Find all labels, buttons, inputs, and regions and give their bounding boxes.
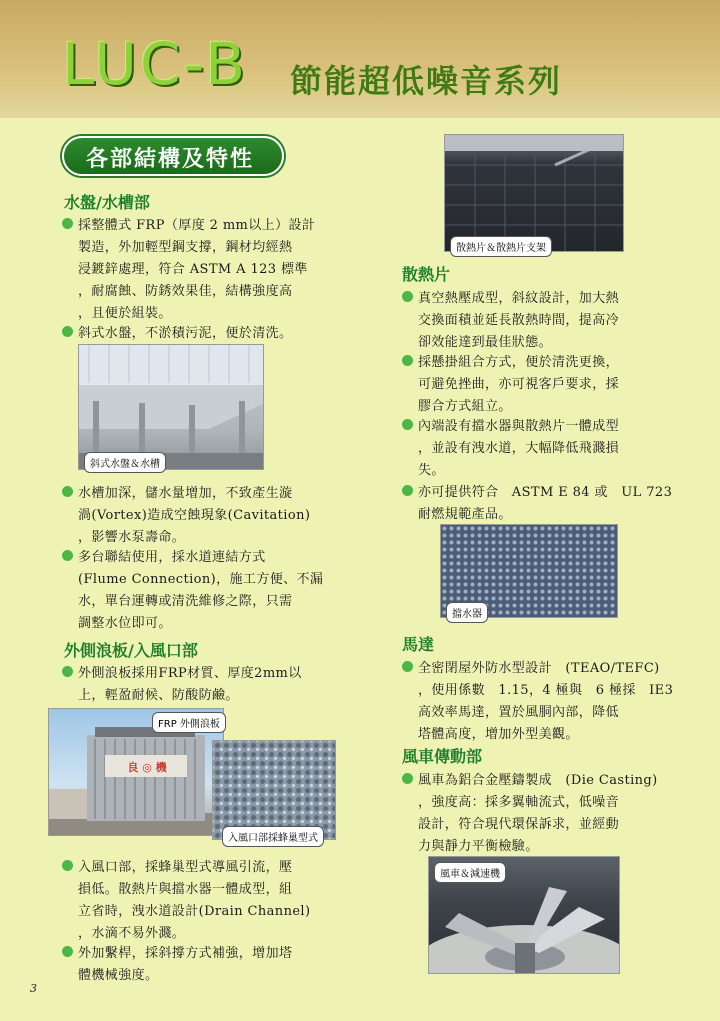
text-line: ，強度高：採多翼軸流式，低噪音 xyxy=(418,795,620,810)
text-line: 製造，外加輕型鋼支撐，鋼材均經熱 xyxy=(78,240,293,255)
text-line: 交換面積並延長散熱時間，提高冷 xyxy=(418,313,620,328)
photo-honeycomb-inlet xyxy=(212,740,336,840)
bullet-dot xyxy=(62,486,73,497)
header-title: LUC-B xyxy=(62,30,249,98)
text-line: 體機械強度。 xyxy=(78,968,159,983)
text-line: ，使用係數 1.15，4 極與 6 極採 IE3 xyxy=(418,683,674,698)
text-line: 真空熱壓成型，斜紋設計，加大熱 xyxy=(418,291,620,306)
text-line: 調整水位即可。 xyxy=(78,616,172,631)
text-line: 水槽加深，儲水量增加，不致產生漩 xyxy=(78,486,293,501)
photo-caption: 斜式水盤＆水槽 xyxy=(84,452,166,473)
bullet-dot xyxy=(62,550,73,561)
text-line: 高效率馬達，置於風胴內部，降低 xyxy=(418,705,620,720)
text-line: 採整體式 FRP（厚度 2 mm以上）設計 xyxy=(78,218,316,233)
bullet-dot xyxy=(62,326,73,337)
text-line: 損低。散熱片與擋水器一體成型，組 xyxy=(78,882,293,897)
text-line: 力與靜力平衡檢驗。 xyxy=(418,839,539,854)
text-line: 浸鍍鋅處理，符合 ASTM A 123 標準 xyxy=(78,262,308,277)
text-line: 耐燃規範產品。 xyxy=(418,507,512,522)
text-line: 塔體高度，增加外型美觀。 xyxy=(418,727,579,742)
text-line: 上，輕盈耐候、防酸防鹼。 xyxy=(78,688,239,703)
photo-caption: 擋水器 xyxy=(446,602,488,623)
text-line: 設計，符合現代環保訴求，並經動 xyxy=(418,817,620,832)
heading-water-basin: 水盤/水槽部 xyxy=(64,193,150,212)
photo-fill-media xyxy=(444,134,624,252)
photo-caption: 散熱片＆散熱片支架 xyxy=(450,236,552,257)
text-line: 渦(Vortex)造成空蝕現象(Cavitation) xyxy=(78,508,311,523)
page-header xyxy=(0,0,720,118)
bullet-dot xyxy=(62,666,73,677)
section-badge xyxy=(62,136,284,176)
text-line: 膠合方式組立。 xyxy=(418,399,512,414)
text-line: 採懸掛組合方式，便於清洗更換， xyxy=(418,355,620,370)
bullet-dot xyxy=(402,485,413,496)
bullet-dot xyxy=(62,946,73,957)
bullet-dot xyxy=(62,218,73,229)
text-line: 斜式水盤，不淤積污泥，便於清洗。 xyxy=(78,326,293,341)
heading-fill: 散熱片 xyxy=(402,265,451,284)
text-line: (Flume Connection)，施工方便、不漏 xyxy=(78,572,324,587)
text-line: 水，單台運轉或清洗維修之際，只需 xyxy=(78,594,293,609)
text-line: 亦可提供符合 ASTM E 84 或 UL 723 xyxy=(418,485,673,500)
text-line: ，耐腐蝕、防銹效果佳，結構強度高 xyxy=(78,284,293,299)
section-title: 各部結構及特性 xyxy=(86,147,255,172)
heading-motor: 馬達 xyxy=(402,635,435,654)
text-line: 風車為鋁合金壓鑄製成 (Die Casting) xyxy=(418,773,658,788)
bullet-dot xyxy=(402,773,413,784)
bullet-dot xyxy=(402,291,413,302)
header-subtitle: 節能超低噪音系列 xyxy=(290,62,563,100)
text-line: 多台聯結使用，採水道連結方式 xyxy=(78,550,266,565)
text-line: 內端設有擋水器與散熱片一體成型 xyxy=(418,419,620,434)
photo-caption: 風車＆減速機 xyxy=(434,862,506,883)
text-line: ，水滴不易外濺。 xyxy=(78,926,186,941)
text-line: 入風口部，採蜂巢型式導風引流，壓 xyxy=(78,860,293,875)
bullet-dot xyxy=(402,355,413,366)
brand-sign: 良 ◎ 機 xyxy=(127,761,167,774)
text-line: ，影響水泵壽命。 xyxy=(78,530,186,545)
bullet-dot xyxy=(402,419,413,430)
text-line: ，且便於組裝。 xyxy=(78,306,172,321)
bullet-dot xyxy=(402,661,413,672)
text-line: 外側浪板採用FRP材質、厚度2mm以 xyxy=(78,666,302,681)
text-line: 立省時，洩水道設計(Drain Channel) xyxy=(78,904,311,919)
text-line: 可避免挫曲，亦可視客戶要求，採 xyxy=(418,377,620,392)
heading-outer-panel: 外側浪板/入風口部 xyxy=(64,641,198,660)
fill-media-illustration xyxy=(445,135,624,252)
text-line: 全密閉屋外防水型設計 (TEAO/TEFC) xyxy=(418,661,660,676)
text-line: 卻效能達到最佳狀態。 xyxy=(418,335,553,350)
text-line: 外加繫桿，採斜撐方式補強，增加塔 xyxy=(78,946,293,961)
photo-caption: 入風口部採蜂巢型式 xyxy=(222,826,324,847)
text-line: 失。 xyxy=(418,463,445,478)
bullet-dot xyxy=(62,860,73,871)
photo-caption: FRP 外側浪板 xyxy=(152,712,226,733)
heading-fan-drive: 風車傳動部 xyxy=(402,747,483,766)
page-number: 3 xyxy=(30,982,37,995)
text-line: ，並設有洩水道，大幅降低飛濺損 xyxy=(418,441,620,456)
